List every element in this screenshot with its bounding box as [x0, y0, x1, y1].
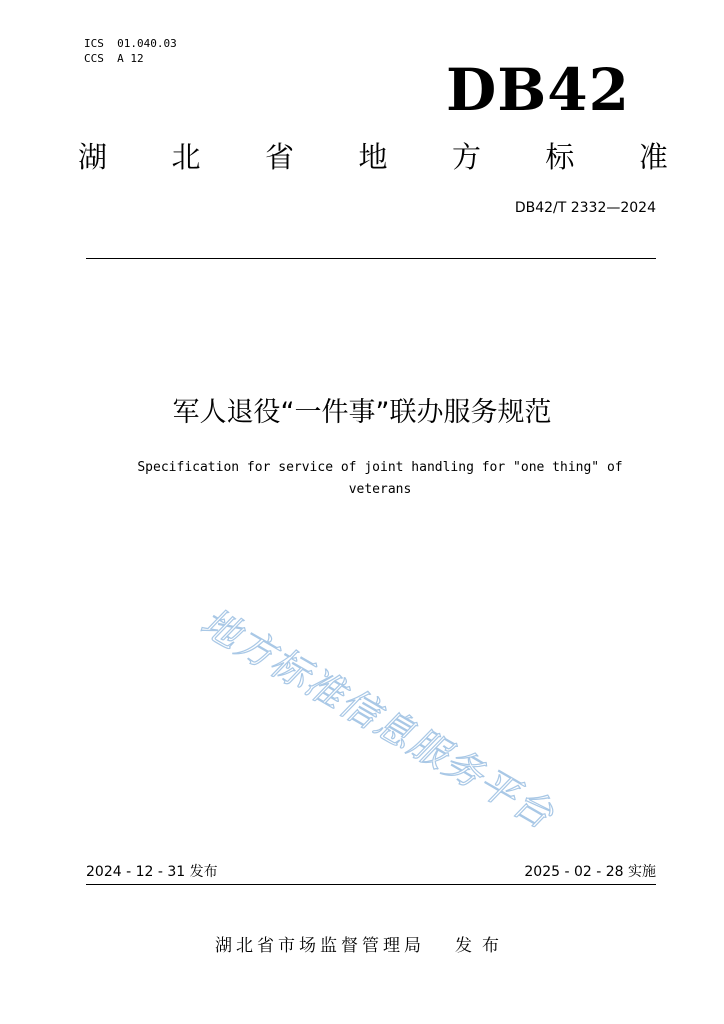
classification-codes [84, 36, 177, 66]
standard-type-char: 地 [358, 140, 388, 174]
standard-type-char: 湖 [78, 140, 108, 174]
standard-type-char: 北 [171, 140, 201, 174]
db-logo: DB42 [445, 56, 630, 124]
standard-number: DB42/T 2332—2024 [514, 200, 656, 216]
bottom-divider [86, 884, 656, 885]
publish-action: 发布 [455, 936, 509, 956]
ccs-code: CCS A 12 [84, 52, 144, 65]
watermark-text: 地方标准信息服务平台 [193, 600, 562, 838]
ics-code: ICS 01.040.03 [84, 37, 177, 50]
implementation-date: 2025 - 02 - 28 实施 [524, 864, 656, 880]
document-title-chinese: 军人退役“一件事”联办服务规范 [172, 397, 552, 428]
standard-type-char: 准 [638, 140, 668, 174]
publisher-organization: 湖北省市场监督管理局 [215, 936, 425, 956]
top-divider [86, 258, 656, 259]
standard-type-char: 方 [451, 140, 481, 174]
standard-type-char: 省 [264, 140, 294, 174]
issue-date: 2024 - 12 - 31 发布 [86, 864, 218, 880]
publisher-line [0, 934, 724, 958]
document-title-english: Specification for service of joint handling for "one thing" of veterans [137, 460, 623, 497]
standard-type-heading [78, 138, 668, 176]
watermark [188, 600, 608, 840]
standard-type-char: 标 [545, 140, 575, 174]
